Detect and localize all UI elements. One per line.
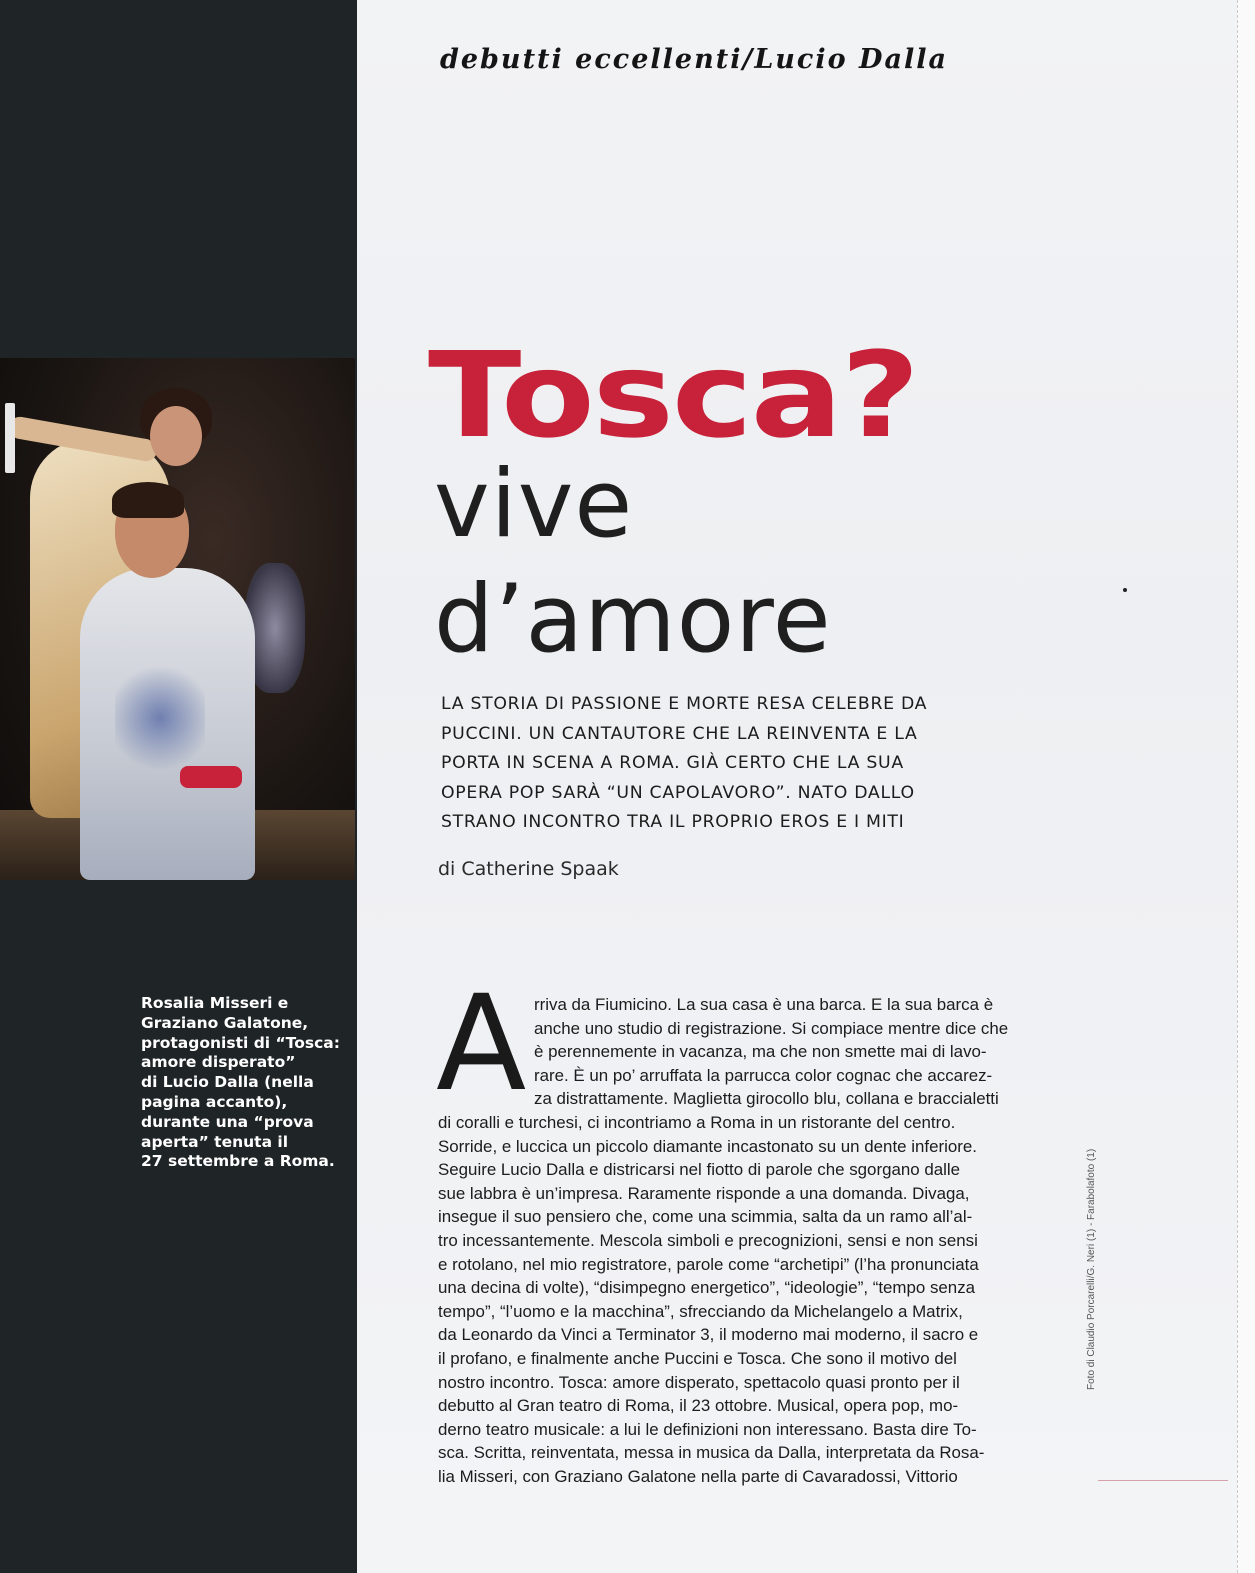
article-title: Tosca? [428, 326, 918, 464]
print-speck [1123, 588, 1127, 592]
deck-line: LA STORIA DI PASSIONE E MORTE RESA CELEBRE DA [441, 694, 928, 714]
deck-line: PUCCINI. UN CANTAUTORE CHE LA REINVENTA E LA [441, 723, 918, 744]
body-line: Sorride, e luccica un piccolo diamante incastonato su un dente inferiore. [438, 1136, 977, 1156]
body-line: sue labbra è un’impresa. Raramente risponde a una domanda. Divaga, [438, 1183, 970, 1203]
suit-stain [115, 658, 205, 778]
body-line: da Leonardo da Vinci a Terminator 3, il moderno mai moderno, il sacro e [438, 1325, 979, 1345]
section-header: debutti eccellenti/Lucio Dalla [440, 44, 948, 75]
caption-line: pagina accanto), [141, 1092, 288, 1111]
article-body [438, 993, 1053, 1488]
caption-line: Rosalia Misseri e [141, 994, 289, 1012]
caption-line: durante una “prova [141, 1112, 314, 1131]
photo-credit: Foto di Claudio Porcarelli/G. Neri (1) - Farabolafoto (1) [1086, 1148, 1097, 1390]
deck-line: OPERA POP SARÀ “UN CAPOLAVORO”. NATO DALLO [441, 782, 915, 803]
red-rope [180, 766, 242, 788]
body-line: il profano, e finalmente anche Puccini e Tosca. Che sono il motivo del [438, 1348, 957, 1368]
body-line: di coralli e turchesi, ci incontriamo a Roma in un ristorante del centro. [438, 1112, 956, 1132]
caption-line: di Lucio Dalla (nella [141, 1073, 314, 1092]
drop-cap: A [436, 967, 527, 1121]
body-line: è perennemente in vacanza, ma che non smette mai di lavo- [534, 1042, 987, 1062]
body-line: rare. È un po’ arruffata la parrucca color cognac che accarez- [534, 1065, 993, 1085]
body-line: insegue il suo pensiero che, come una scimmia, salta da un ramo all’al- [438, 1207, 973, 1227]
deck-line: STRANO INCONTRO TRA IL PROPRIO EROS E I MITI [441, 812, 905, 832]
article-subtitle-line: d’amore [434, 565, 832, 674]
body-line: nostro incontro. Tosca: amore disperato, spettacolo quasi pronto per il [438, 1372, 960, 1392]
body-line: Seguire Lucio Dalla e districarsi nel fiotto di parole che sgorgano dalle [438, 1160, 961, 1180]
caption-line: protagonisti di “Tosca: [141, 1033, 340, 1052]
caption-line: Graziano Galatone, [141, 1013, 309, 1032]
actor-hair [112, 482, 184, 518]
body-line: derno teatro musicale: a lui le definizioni non interessano. Basta dire To- [438, 1419, 977, 1439]
torn-page-edge [1237, 0, 1255, 1573]
body-line: e rotolano, nel mio registratore, parole come “archetipi” (l’ha pronunciata [438, 1254, 979, 1274]
actress-head [150, 406, 202, 466]
body-line: tempo”, “l’uomo e la macchina”, sfrecciando da Michelangelo a Matrix, [438, 1301, 963, 1321]
deck-line: PORTA IN SCENA A ROMA. GIÀ CERTO CHE LA SUA [441, 753, 904, 773]
stage-photo [0, 358, 355, 880]
body-line: sca. Scritta, reinventata, messa in musica da Dalla, interpretata da Rosa- [438, 1443, 985, 1463]
caption-line: 27 settembre a Roma. [141, 1152, 335, 1171]
body-line: anche uno studio di registrazione. Si compiace mentre dice che [534, 1018, 1009, 1038]
knife [5, 403, 15, 473]
body-line: tro incessantemente. Mescola simboli e precognizioni, sensi e non sensi [438, 1230, 978, 1250]
article-deck [441, 690, 1061, 838]
body-line: una decina di volte), “disimpegno energetico”, “ideologie”, “tempo senza [438, 1278, 976, 1298]
body-line: za distrattamente. Maglietta girocollo blu, collana e braccialetti [534, 1089, 999, 1109]
caption-line: amore disperato” [141, 1053, 296, 1072]
body-line: debutto al Gran teatro di Roma, il 23 ottobre. Musical, opera pop, mo- [438, 1396, 959, 1416]
byline: di Catherine Spaak [438, 858, 619, 880]
body-line: lia Misseri, con Graziano Galatone nella parte di Cavaradossi, Vittorio [438, 1466, 958, 1486]
article-subtitle-line: vive [434, 450, 634, 559]
photo-caption [141, 994, 346, 1172]
caption-line: aperta” tenuta il [141, 1132, 289, 1151]
page-rule [1098, 1480, 1228, 1481]
body-line: rriva da Fiumicino. La sua casa è una barca. E la sua barca è [534, 995, 994, 1014]
